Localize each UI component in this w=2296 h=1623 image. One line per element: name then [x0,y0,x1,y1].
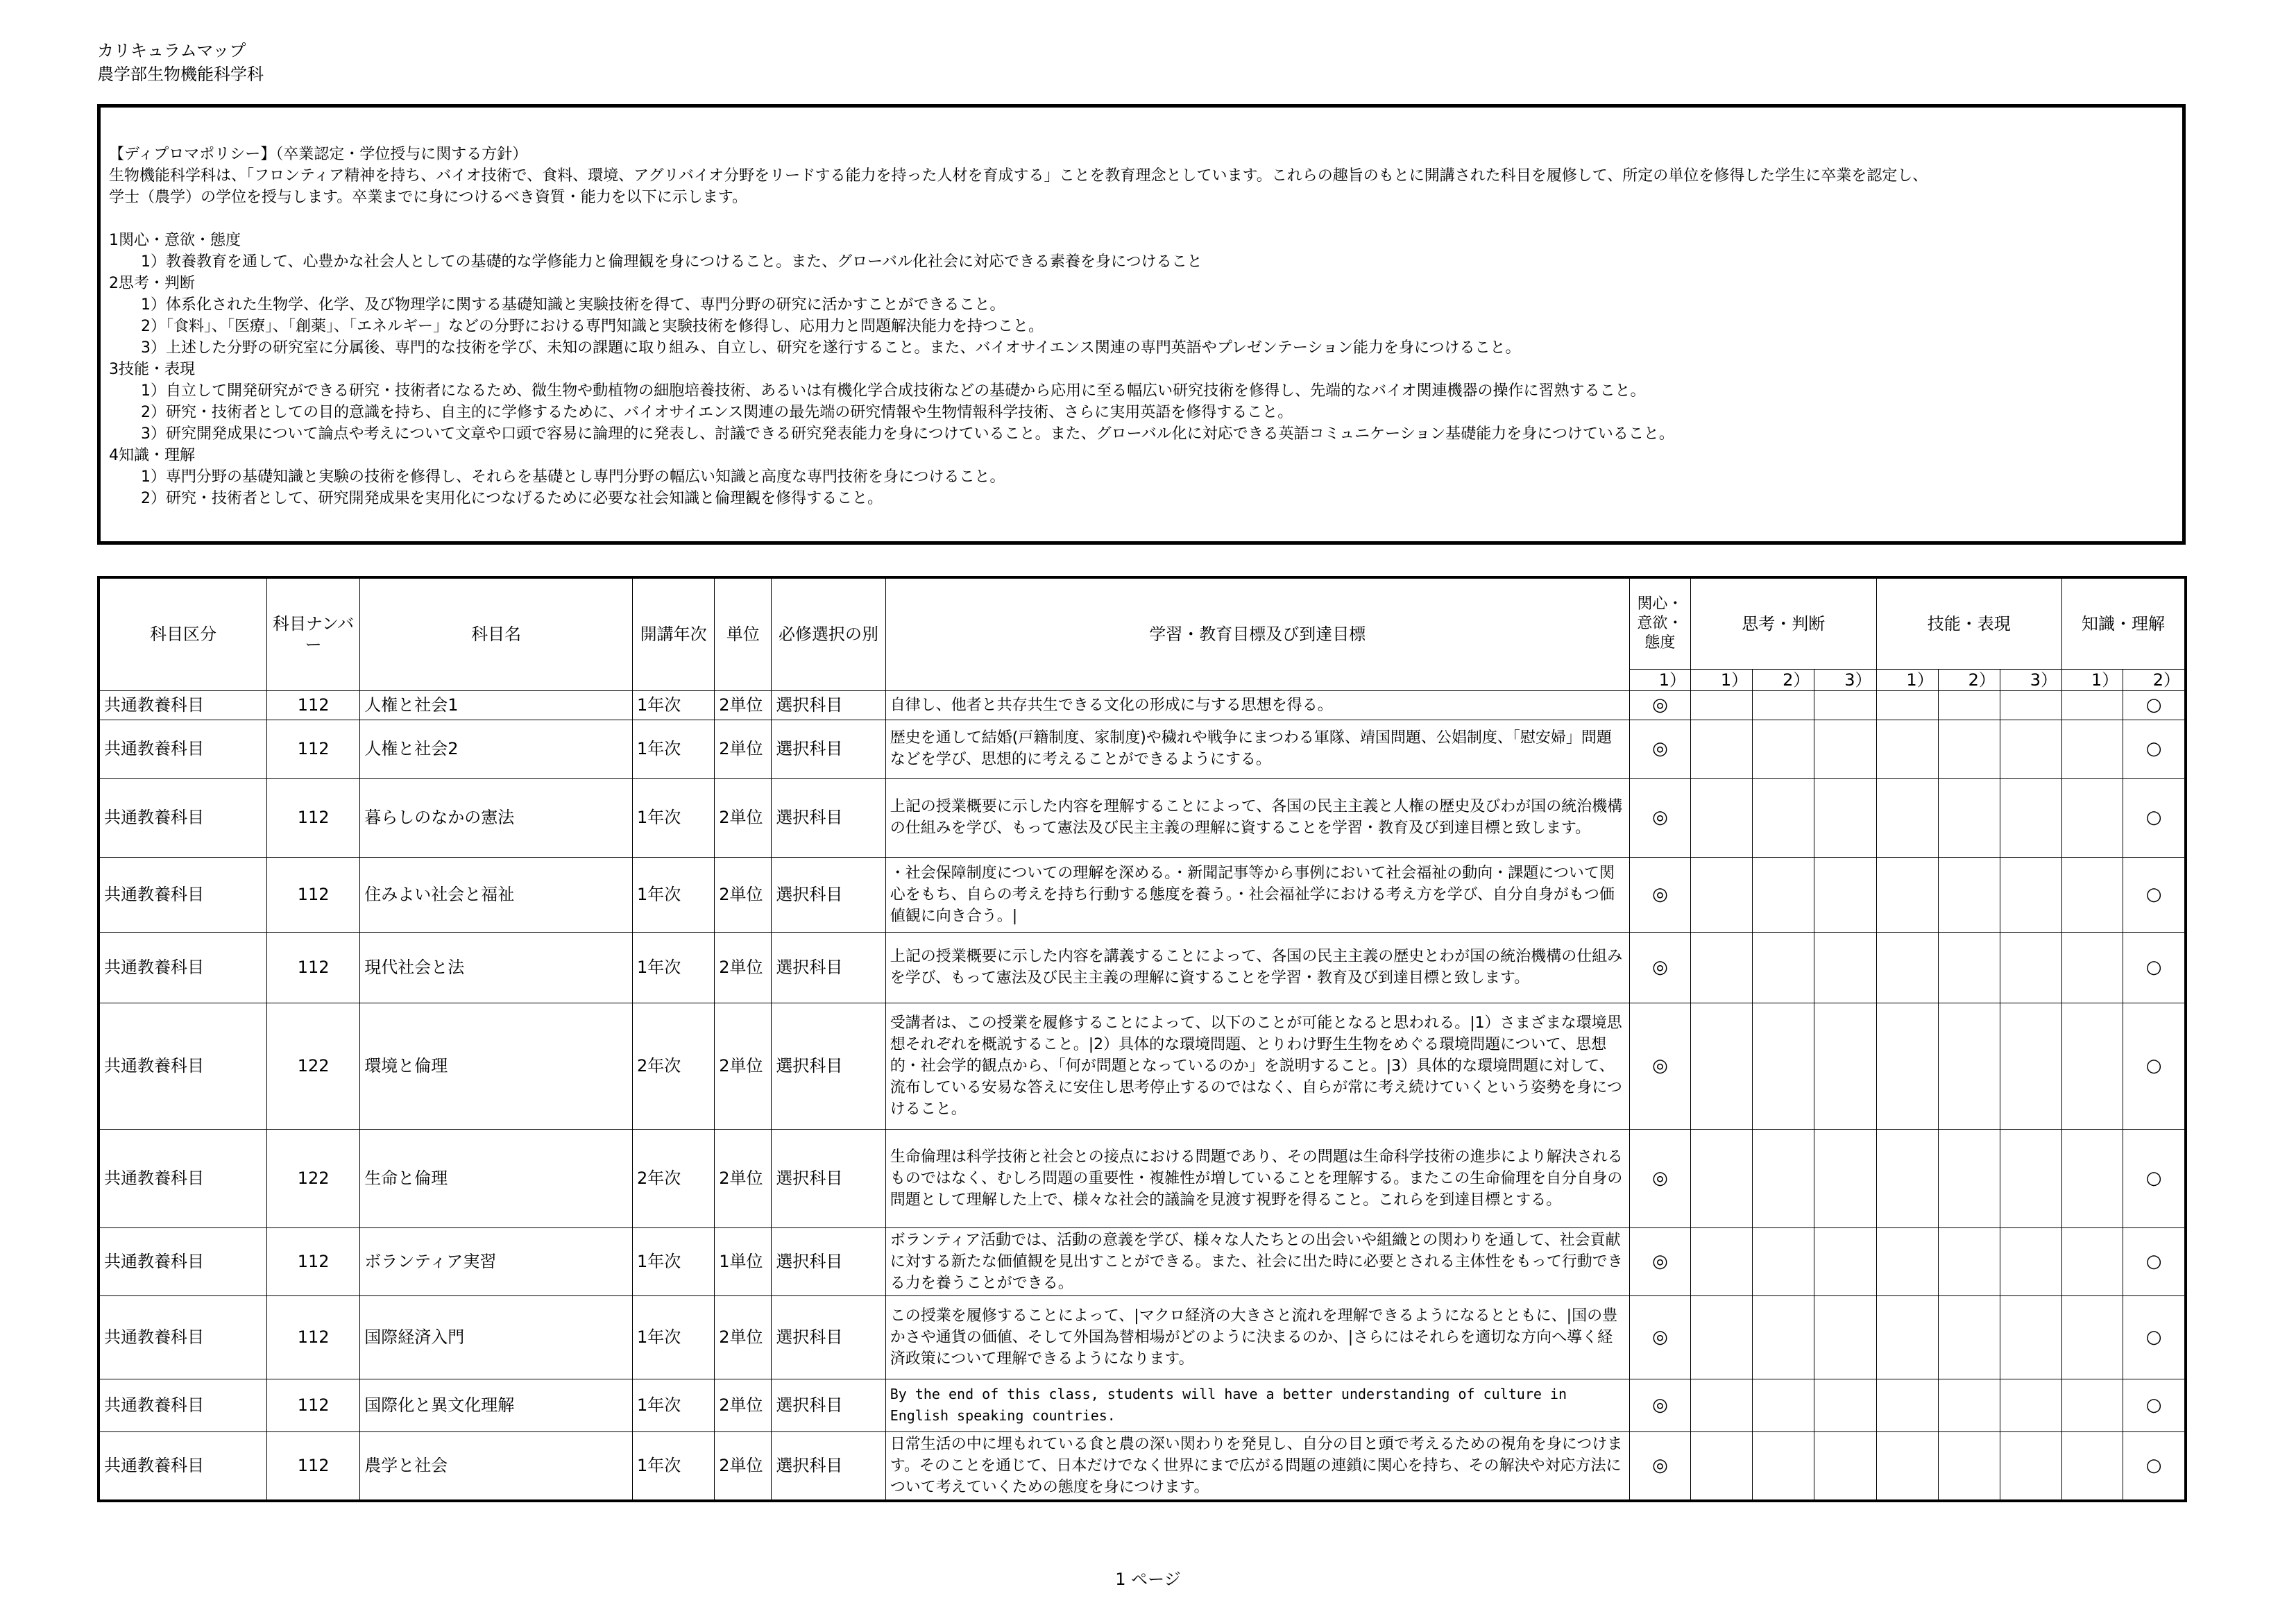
cell-required: 選択科目 [772,690,885,720]
header-skills: 技能・表現 [1876,577,2062,669]
cell-course-name: ボランティア実習 [360,1227,633,1295]
policy-item: 1）自立して開発研究ができる研究・技術者になるため、微生物や動植物の細胞培養技術、あるいは有機化学合成技術などの基礎から応用に至る幅広い研究技術を修得し、先端的なバイオ関連機器の操作に習熟すること。 [141,382,1646,400]
cell-credits: 2単位 [715,1431,772,1501]
table-row [99,1295,2186,1379]
cell-number: 122 [266,1003,359,1129]
cell-number: 112 [266,1379,359,1431]
cell-year: 1年次 [633,857,715,932]
policy-intro-line-2: 学士（農学）の学位を授与します。卒業までに身につけるべき資質・能力を以下に示します。 [109,189,748,206]
cell-goal: ・社会保障制度についての理解を深める。・新聞記事等から事例において社会福祉の動向・課題について関心をもち、自らの考えを持ち行動する態度を養う。・社会福祉学における考え方を学び、自分自身がもつ価値観に向き合う。| [885,857,1629,932]
cell-required: 選択科目 [772,1129,885,1227]
mark-interest: ◎ [1629,857,1690,932]
header-interest: 関心・意欲・態度 [1629,577,1690,669]
cell-goal: 日常生活の中に埋もれている食と農の深い関わりを発見し、自分の目と頭で考えるための視角を身につけます。そのことを通じて、日本だけでなく世界にまで広がる問題の連鎖に関心を持ち、その解決や対応方法について考えていくための態度を身につけます。 [885,1431,1629,1501]
policy-section-title: 1関心・意欲・態度 [109,232,241,249]
cell-required: 選択科目 [772,1227,885,1295]
table-row [99,932,2186,1003]
cell-goal: 受講者は、この授業を履修することによって、以下のことが可能となると思われる。|1）さまざまな環境思想それぞれを概説すること。|2）具体的な環境問題、とりわけ野生生物をめぐる環境問題について、思想的・社会学的観点から、「何が問題となっているのか」を説明すること。|3）具体的な環境問題に対して、流布している安易な答えに安住し思考停止するのではなく、自らが常に考え続けていくという姿勢を身につけること。 [885,1003,1629,1129]
cell-goal: 生命倫理は科学技術と社会との接点における問題であり、その問題は生命科学技術の進歩により解決されるものではなく、むしろ問題の重要性・複雑性が増していることを理解する。またこの生命倫理を自分自身の問題として理解した上で、様々な社会的議論を見渡す視野を得ること。これらを到達目標とする。 [885,1129,1629,1227]
cell-course-name: 現代社会と法 [360,932,633,1003]
cell-year: 2年次 [633,1129,715,1227]
header-number: 科目ナンバー [266,577,359,690]
policy-section-title: 4知識・理解 [109,447,195,464]
policy-item: 1）専門分野の基礎知識と実験の技術を修得し、それらを基礎とし専門分野の幅広い知識と高度な専門技術を身につけること。 [141,468,1005,486]
document-header [97,39,264,86]
header-thinking: 思考・判断 [1691,577,1877,669]
header-year: 開講年次 [633,577,715,690]
table-row [99,720,2186,778]
policy-section-title: 3技能・表現 [109,361,195,378]
cell-required: 選択科目 [772,932,885,1003]
cell-category: 共通教養科目 [99,778,266,857]
curriculum-table-wrapper [97,576,2187,1502]
cell-goal: 歴史を通して結婚(戸籍制度、家制度)や穢れや戦争にまつわる軍隊、靖国問題、公娼制度、「慰安婦」問題などを学び、思想的に考えることができるようにする。 [885,720,1629,778]
cell-course-name: 環境と倫理 [360,1003,633,1129]
department-name: 農学部生物機能科学科 [97,65,264,84]
header-course-name: 科目名 [360,577,633,690]
header-goal: 学習・教育目標及び到達目標 [885,577,1629,690]
cell-goal: ボランティア活動では、活動の意義を学び、様々な人たちとの出会いや組織との関わりを通して、社会貢献に対する新たな価値観を見出すことができる。また、社会に出た時に必要とされる主体性をもって行動できる力を養うことができる。 [885,1227,1629,1295]
mark-knowledge-2: ○ [2123,932,2186,1003]
sub-header: 1） [2062,669,2123,690]
cell-category: 共通教養科目 [99,1227,266,1295]
document-title: カリキュラムマップ [97,41,246,60]
cell-credits: 2単位 [715,932,772,1003]
cell-category: 共通教養科目 [99,1003,266,1129]
cell-year: 1年次 [633,690,715,720]
cell-number: 112 [266,932,359,1003]
cell-year: 1年次 [633,1227,715,1295]
table-row [99,857,2186,932]
policy-intro-line-1: 生物機能科学科は、「フロンティア精神を持ち、バイオ技術で、食料、環境、アグリバイオ分野をリードする能力を持った人材を育成する」ことを教育理念としています。これらの趣旨のもとに開講された科目を履修して、所定の単位を修得した学生に卒業を認定し、 [109,167,1928,185]
mark-interest: ◎ [1629,1379,1690,1431]
mark-knowledge-2: ○ [2123,1295,2186,1379]
cell-required: 選択科目 [772,857,885,932]
cell-number: 112 [266,1431,359,1501]
cell-number: 112 [266,1295,359,1379]
sub-header: 1） [1876,669,1938,690]
cell-category: 共通教養科目 [99,1129,266,1227]
policy-heading: 【ディプロマポリシー】（卒業認定・学位授与に関する方針） [109,146,528,163]
cell-goal: この授業を履修することによって、|マクロ経済の大きさと流れを理解できるようになるとともに、|国の豊かさや通貨の価値、そして外国為替相場がどのように決まるのか、|さらにはそれらを適切な方向へ導く経済政策について理解できるようになります。 [885,1295,1629,1379]
sub-header: 3） [1814,669,1876,690]
sub-header: 1） [1629,669,1690,690]
cell-required: 選択科目 [772,1379,885,1431]
cell-credits: 2単位 [715,778,772,857]
cell-course-name: 住みよい社会と福祉 [360,857,633,932]
diploma-policy-box [97,104,2186,545]
mark-interest: ◎ [1629,1003,1690,1129]
policy-item: 3）研究開発成果について論点や考えについて文章や口頭で容易に論理的に発表し、討議できる研究発表能力を身につけていること。また、グローバル化に対応できる英語コミュニケーション基礎能力を身につけていること。 [141,425,1674,443]
table-row [99,1227,2186,1295]
page-number: 1 ページ [1115,1570,1181,1589]
mark-knowledge-2: ○ [2123,857,2186,932]
cell-credits: 2単位 [715,1003,772,1129]
cell-year: 1年次 [633,1295,715,1379]
mark-knowledge-2: ○ [2123,690,2186,720]
mark-knowledge-2: ○ [2123,1431,2186,1501]
cell-number: 112 [266,778,359,857]
policy-section-title: 2思考・判断 [109,275,195,292]
cell-course-name: 国際経済入門 [360,1295,633,1379]
cell-credits: 2単位 [715,1295,772,1379]
sub-header: 1） [1691,669,1753,690]
cell-year: 1年次 [633,1379,715,1431]
mark-interest: ◎ [1629,932,1690,1003]
mark-interest: ◎ [1629,1295,1690,1379]
cell-category: 共通教養科目 [99,1295,266,1379]
cell-required: 選択科目 [772,1295,885,1379]
cell-category: 共通教養科目 [99,1379,266,1431]
cell-category: 共通教養科目 [99,1431,266,1501]
cell-credits: 2単位 [715,690,772,720]
mark-knowledge-2: ○ [2123,778,2186,857]
cell-goal: 自律し、他者と共存共生できる文化の形成に与する思想を得る。 [885,690,1629,720]
sub-header: 2） [2123,669,2186,690]
cell-credits: 2単位 [715,1129,772,1227]
header-category: 科目区分 [99,577,266,690]
cell-number: 112 [266,1227,359,1295]
cell-year: 1年次 [633,720,715,778]
mark-interest: ◎ [1629,778,1690,857]
cell-number: 112 [266,690,359,720]
cell-course-name: 生命と倫理 [360,1129,633,1227]
cell-course-name: 農学と社会 [360,1431,633,1501]
mark-knowledge-2: ○ [2123,1379,2186,1431]
cell-number: 112 [266,720,359,778]
table-row [99,1129,2186,1227]
cell-goal: 上記の授業概要に示した内容を講義することによって、各国の民主主義の歴史とわが国の統治機構の仕組みを学び、もって憲法及び民主主義の理解に資することを学習・教育及び到達目標と致します。 [885,932,1629,1003]
cell-category: 共通教養科目 [99,720,266,778]
cell-required: 選択科目 [772,778,885,857]
cell-course-name: 人権と社会2 [360,720,633,778]
cell-required: 選択科目 [772,720,885,778]
cell-credits: 2単位 [715,720,772,778]
mark-interest: ◎ [1629,720,1690,778]
cell-year: 2年次 [633,1003,715,1129]
mark-interest: ◎ [1629,1431,1690,1501]
header-required: 必修選択の別 [772,577,885,690]
mark-knowledge-2: ○ [2123,1129,2186,1227]
cell-required: 選択科目 [772,1431,885,1501]
cell-year: 1年次 [633,1431,715,1501]
mark-knowledge-2: ○ [2123,720,2186,778]
policy-item: 1）教養教育を通して、心豊かな社会人としての基礎的な学修能力と倫理観を身につけること。また、グローバル化社会に対応できる素養を身につけること [141,253,1202,271]
sub-header: 2） [1938,669,2000,690]
cell-number: 122 [266,1129,359,1227]
cell-credits: 2単位 [715,857,772,932]
cell-number: 112 [266,857,359,932]
mark-knowledge-2: ○ [2123,1003,2186,1129]
cell-goal: By the end of this class, students will have a better understanding of culture in English speaking countries. [885,1379,1629,1431]
cell-category: 共通教養科目 [99,932,266,1003]
sub-header: 2） [1753,669,1814,690]
cell-required: 選択科目 [772,1003,885,1129]
mark-interest: ◎ [1629,1129,1690,1227]
mark-interest: ◎ [1629,690,1690,720]
policy-item: 3）上述した分野の研究室に分属後、専門的な技術を学び、未知の課題に取り組み、自立し、研究を遂行すること。また、バイオサイエンス関連の専門英語やプレゼンテーション能力を身につけること。 [141,339,1521,357]
cell-goal: 上記の授業概要に示した内容を理解することによって、各国の民主主義と人権の歴史及びわが国の統治機構の仕組みを学び、もって憲法及び民主主義の理解に資することを学習・教育及び到達目標と致します。 [885,778,1629,857]
mark-knowledge-2: ○ [2123,1227,2186,1295]
cell-course-name: 暮らしのなかの憲法 [360,778,633,857]
sub-header: 3） [2000,669,2061,690]
mark-interest: ◎ [1629,1227,1690,1295]
header-credits: 単位 [715,577,772,690]
curriculum-table [97,576,2187,1502]
cell-credits: 2単位 [715,1379,772,1431]
cell-year: 1年次 [633,778,715,857]
cell-category: 共通教養科目 [99,857,266,932]
cell-course-name: 人権と社会1 [360,690,633,720]
header-knowledge: 知識・理解 [2062,577,2186,669]
policy-item: 1）体系化された生物学、化学、及び物理学に関する基礎知識と実験技術を得て、専門分野の研究に活かすことができること。 [141,296,1005,314]
cell-credits: 1単位 [715,1227,772,1295]
table-row [99,778,2186,857]
cell-course-name: 国際化と異文化理解 [360,1379,633,1431]
table-row [99,1003,2186,1129]
cell-category: 共通教養科目 [99,690,266,720]
cell-year: 1年次 [633,932,715,1003]
policy-item: 2）「食料」、「医療」、「創薬」、「エネルギー」などの分野における専門知識と実験技術を修得し、応用力と問題解決能力を持つこと。 [141,318,1044,335]
table-row [99,690,2186,720]
policy-item: 2）研究・技術者として、研究開発成果を実用化につなげるために必要な社会知識と倫理観を修得すること。 [141,490,883,507]
policy-item: 2）研究・技術者としての目的意識を持ち、自主的に学修するために、バイオサイエンス関連の最先端の研究情報や生物情報科学技術、さらに実用英語を修得すること。 [141,404,1293,421]
table-row [99,1431,2186,1501]
table-row [99,1379,2186,1431]
